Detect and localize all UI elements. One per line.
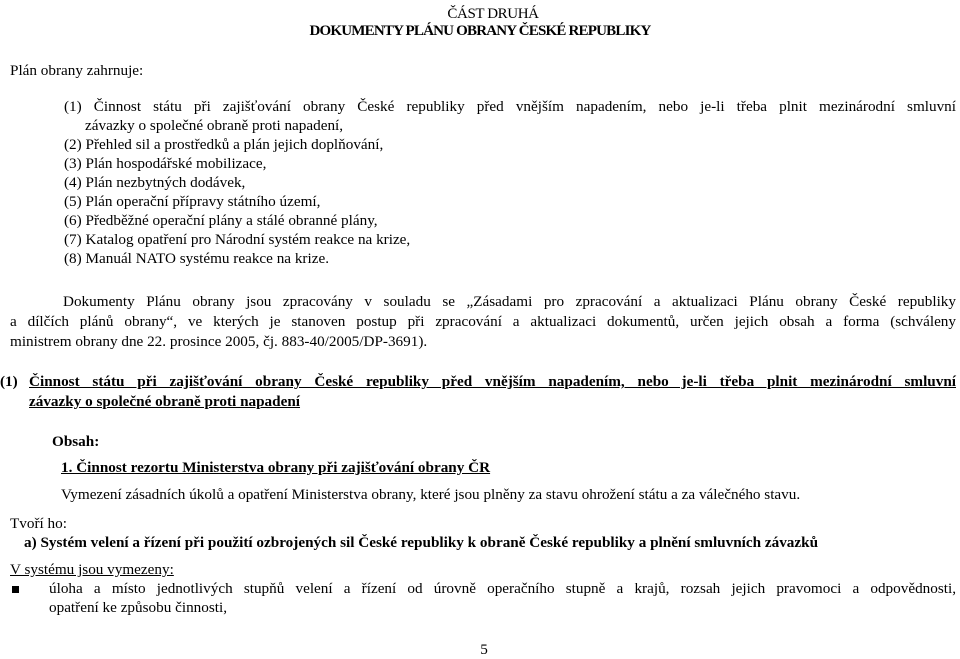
item-a: a) Systém velení a řízení při použití ozbrojených sil České republiky k obraně České republiky a plnění smluvních závazků [24,534,819,551]
plan-item-2: (2) Přehled sil a prostředků a plán jejich doplňování, [64,136,384,153]
plan-item-4: (4) Plán nezbytných dodávek, [64,174,246,191]
section-title-line1: Činnost státu při zajišťování obrany České republiky před vnějším napadením, nebo je-li třeba plnit mezinárodní smluvní [29,373,956,390]
page-number: 5 [480,641,488,658]
section-title-line2: závazky o společné obraně proti napadení [29,393,301,410]
section-number: (1) [0,373,18,390]
plan-item-5: (5) Plán operační přípravy státního území, [64,193,321,210]
described-label: V systému jsou vymezeny: [10,561,174,578]
part-heading: ČÁST DRUHÁ [447,6,539,22]
plan-item-1-line2: závazky o společné obraně proti napadení, [85,117,344,134]
subsection-title: 1. Činnost rezortu Ministerstva obrany při zajišťování obrany ČR [61,459,491,476]
plan-item-1-line1: (1) Činnost státu při zajišťování obrany České republiky před vnějším napadením, nebo je-li třeba plnit mezinárodní smluvní [64,98,956,115]
intro-label: Plán obrany zahrnuje: [10,62,144,79]
bullet-line2: opatření ke způsobu činnosti, [49,599,227,616]
plan-item-8: (8) Manuál NATO systému reakce na krize. [64,250,329,267]
plan-item-7: (7) Katalog opatření pro Národní systém reakce na krize, [64,231,411,248]
formed-by-label: Tvoří ho: [10,515,67,532]
paragraph-line2: a dílčích plánů obrany“, ve kterých je stanoven postup při zpracování a aktualizaci dokumentů, určen jejich obsah a forma (schváleny [10,313,956,330]
plan-item-6: (6) Předběžné operační plány a stálé obranné plány, [64,212,378,229]
paragraph-line1: Dokumenty Plánu obrany jsou zpracovány v souladu se „Zásadami pro zpracování a aktualizaci Plánu obrany České republiky [63,293,956,310]
paragraph-line3: ministrem obrany dne 22. prosince 2005, čj. 883-40/2005/DP-3691). [10,333,428,350]
plan-item-3: (3) Plán hospodářské mobilizace, [64,155,267,172]
bullet-line1: úloha a místo jednotlivých stupňů velení a řízení od úrovně operačního stupně a krajů, rozsah jejich pravomoci a odpovědnosti, [49,580,956,597]
contents-label: Obsah: [52,433,100,450]
square-bullet-icon [12,586,19,593]
document-title: DOKUMENTY PLÁNU OBRANY ČESKÉ REPUBLIKY [309,23,651,39]
subsection-text: Vymezení zásadních úkolů a opatření Ministerstva obrany, které jsou plněny za stavu ohrožení státu a za válečného stavu. [61,486,801,503]
